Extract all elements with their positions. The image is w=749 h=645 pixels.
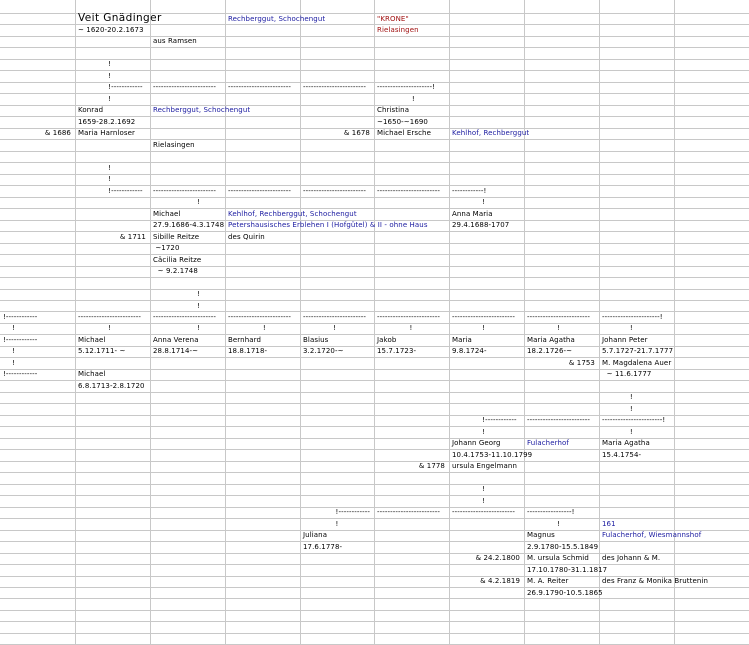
grid-column-line [300, 0, 301, 644]
cell-text: Michael [78, 335, 106, 344]
grid-row-line [0, 254, 749, 255]
cell-text: ! [452, 485, 486, 494]
cell-text: ------------------------ [452, 508, 516, 517]
cell-text: aus Ramsen [153, 37, 197, 46]
grid-column-line [75, 0, 76, 644]
cell-text: ! [377, 324, 413, 333]
cell-text: & 1753 [568, 358, 595, 367]
cell-text: ! [602, 324, 633, 333]
cell-text: Christina [377, 106, 410, 115]
grid-row-line [0, 266, 749, 267]
cell-text: Fulacherhof, Wiesmannshof [602, 531, 702, 540]
cell-text: ------------------------ [527, 416, 591, 425]
cell-text: ------------------------ [527, 312, 591, 321]
cell-text: ! [153, 301, 201, 310]
grid-column-line [150, 0, 151, 644]
grid-row-line [0, 610, 749, 611]
cell-text: ------------------------ [228, 312, 292, 321]
cell-text: 5.12.1711- ~ [78, 347, 126, 356]
cell-text: Maria [452, 335, 472, 344]
cell-text: ! [153, 290, 201, 299]
cell-text: & 1778 [418, 462, 445, 471]
cell-text: ------------------------ [153, 312, 217, 321]
cell-text: Anna Maria [452, 209, 493, 218]
cell-text: ! [78, 60, 112, 69]
cell-text: ----------------------! [602, 312, 663, 321]
cell-text: ~ 11.6.1777 [602, 370, 652, 379]
cell-text: & 1686 [44, 129, 71, 138]
cell-text: & 4.2.1819 [480, 577, 520, 586]
cell-text: Michael Ersche [377, 129, 431, 138]
cell-text: & 24.2.1800 [475, 554, 520, 563]
cell-text: 161 [602, 519, 616, 528]
cell-text: ! [602, 393, 633, 402]
grid-row-line [0, 300, 749, 301]
cell-text: des Johann & M. [602, 554, 661, 563]
cell-text: ! [452, 198, 486, 207]
cell-text: M. A. Reiter [527, 577, 569, 586]
cell-text: Maria Agatha [527, 335, 575, 344]
cell-text: ! [602, 427, 633, 436]
cell-text: ~ 1620-20.2.1673 [78, 25, 144, 34]
cell-text: ------------------------ [452, 312, 516, 321]
grid-row-line [0, 162, 749, 163]
cell-text: Johann Georg [452, 439, 501, 448]
cell-text: ! [3, 358, 16, 367]
cell-text: 18.2.1726-~ [527, 347, 573, 356]
cell-text: Bernhard [228, 335, 262, 344]
cell-text: des Quirin [228, 232, 265, 241]
cell-text: 28.8.1714-~ [153, 347, 199, 356]
cell-text: ---------------------! [377, 83, 436, 92]
cell-text: ! [153, 198, 201, 207]
cell-text: ! [228, 324, 266, 333]
grid-column-line [374, 0, 375, 644]
cell-text: ! [303, 519, 339, 528]
cell-text: !------------ [303, 508, 370, 517]
cell-text: Rielasingen [377, 25, 419, 34]
grid-row-line [0, 633, 749, 634]
cell-text: -----------------------! [602, 416, 666, 425]
cell-text: ------------------------ [303, 312, 367, 321]
cell-text: des Franz & Monika Bruttenin [602, 577, 709, 586]
cell-text: ! [78, 71, 112, 80]
cell-text: !------------ [3, 370, 38, 379]
cell-text: & 1678 [343, 129, 370, 138]
cell-text: ! [78, 324, 112, 333]
cell-text: ! [527, 519, 561, 528]
cell-text: Johann Peter [602, 335, 648, 344]
cell-text: 15.7.1723- [377, 347, 417, 356]
grid-column-line [225, 0, 226, 644]
cell-text: ! [78, 175, 112, 184]
cell-text: Fulacherhof [527, 439, 569, 448]
cell-text: Konrad [78, 106, 104, 115]
cell-text: 9.8.1724- [452, 347, 487, 356]
cell-text: -----------------! [527, 508, 575, 517]
cell-text: Kehlhof, Rechberggut, Schochengut [228, 209, 357, 218]
cell-text: ! [3, 347, 16, 356]
cell-text: ! [303, 324, 337, 333]
cell-text: M. ursula Schmid [527, 554, 589, 563]
cell-text: 17.10.1780-31.1.1817 [527, 565, 608, 574]
grid-column-line [674, 0, 675, 644]
cell-text: Rechberggut, Schochengut [153, 106, 251, 115]
grid-row-line [0, 277, 749, 278]
cell-text: & 1711 [119, 232, 146, 241]
grid-row-line [0, 59, 749, 60]
cell-text: ------------------------ [153, 83, 217, 92]
cell-text: 15.4.1754- [602, 450, 642, 459]
cell-text: Maria Harnloser [78, 129, 135, 138]
cell-text: !------------ [3, 312, 38, 321]
cell-text: ! [153, 324, 201, 333]
cell-text: 18.8.1718- [228, 347, 268, 356]
cell-text: Veit Gnädinger [78, 12, 162, 24]
cell-text: ! [377, 94, 415, 103]
grid-row-line [0, 105, 749, 106]
grid-row-line [0, 518, 749, 519]
cell-text: Petershausisches Erblehen I (Hofgütel) & II - ohne Haus [228, 221, 428, 230]
cell-text: ! [78, 163, 112, 172]
cell-text: ! [3, 324, 16, 333]
grid-row-line [0, 174, 749, 175]
cell-text: Michael [153, 209, 181, 218]
cell-text: 6.8.1713-2.8.1720 [78, 381, 145, 390]
cell-text: ! [527, 324, 561, 333]
cell-text: ------------------------ [228, 83, 292, 92]
cell-text: ! [452, 496, 486, 505]
grid-row-line [0, 507, 749, 508]
grid-column-line [524, 0, 525, 644]
cell-text: !------------ [452, 416, 517, 425]
cell-text: ------------------------ [377, 186, 441, 195]
cell-text: M. Magdalena Auer [602, 358, 672, 367]
cell-text: Sibille Reitze [153, 232, 200, 241]
cell-text: ------------------------ [303, 83, 367, 92]
grid-row-line [0, 403, 749, 404]
cell-text: ------------! [452, 186, 487, 195]
cell-text: Rechberggut, Schochengut [228, 14, 326, 23]
grid-row-line [0, 151, 749, 152]
cell-text: Magnus [527, 531, 555, 540]
cell-text: ! [602, 404, 633, 413]
grid-column-line [599, 0, 600, 644]
cell-text: Jakob [377, 335, 397, 344]
cell-text: !------------ [78, 186, 143, 195]
cell-text: 26.9.1790-10.5.1865 [527, 588, 603, 597]
cell-text: ------------------------ [377, 312, 441, 321]
grid-row-line [0, 289, 749, 290]
grid-row-line [0, 484, 749, 485]
cell-text: 29.4.1688-1707 [452, 221, 510, 230]
cell-text: Maria Agatha [602, 439, 650, 448]
cell-text: !------------ [3, 335, 38, 344]
cell-text: Rielasingen [153, 140, 195, 149]
grid-row-line [0, 598, 749, 599]
cell-text: ------------------------ [303, 186, 367, 195]
cell-text: ~1720 [153, 244, 180, 253]
cell-text: 5.7.1727-21.7.1777 [602, 347, 674, 356]
cell-text: Anna Verena [153, 335, 199, 344]
cell-text: ! [452, 427, 486, 436]
cell-text: 2.9.1780-15.5.1849 [527, 542, 599, 551]
cell-text: ~1650-~1690 [377, 117, 428, 126]
grid-row-line [0, 70, 749, 71]
cell-text: !------------ [78, 83, 143, 92]
cell-text: 3.2.1720-~ [303, 347, 344, 356]
cell-text: 27.9.1686-4.3.1748 [153, 221, 225, 230]
cell-text: Juliana [303, 531, 328, 540]
cell-text: ------------------------ [78, 312, 142, 321]
cell-text: 17.6.1778- [303, 542, 343, 551]
cell-text: 1659-28.2.1692 [78, 117, 136, 126]
cell-text: ------------------------ [377, 508, 441, 517]
cell-text: ------------------------ [153, 186, 217, 195]
cell-text: Kehlhof, Rechberggut [452, 129, 530, 138]
grid-row-line [0, 495, 749, 496]
cell-text: ------------------------ [228, 186, 292, 195]
cell-text: Blasius [303, 335, 329, 344]
cell-text: ! [452, 324, 486, 333]
cell-text: Cäcilia Reitze [153, 255, 202, 264]
cell-text: ursula Engelmann [452, 462, 517, 471]
grid-row-line [0, 621, 749, 622]
grid-row-line [0, 47, 749, 48]
cell-text: ~ 9.2.1748 [153, 267, 198, 276]
grid-row-line [0, 208, 749, 209]
cell-text: 10.4.1753-11.10.1799 [452, 450, 533, 459]
grid-column-line [449, 0, 450, 644]
cell-text: "KRONE" [377, 14, 409, 23]
cell-text: ! [78, 94, 112, 103]
cell-text: Michael [78, 370, 106, 379]
grid-row-line [0, 243, 749, 244]
